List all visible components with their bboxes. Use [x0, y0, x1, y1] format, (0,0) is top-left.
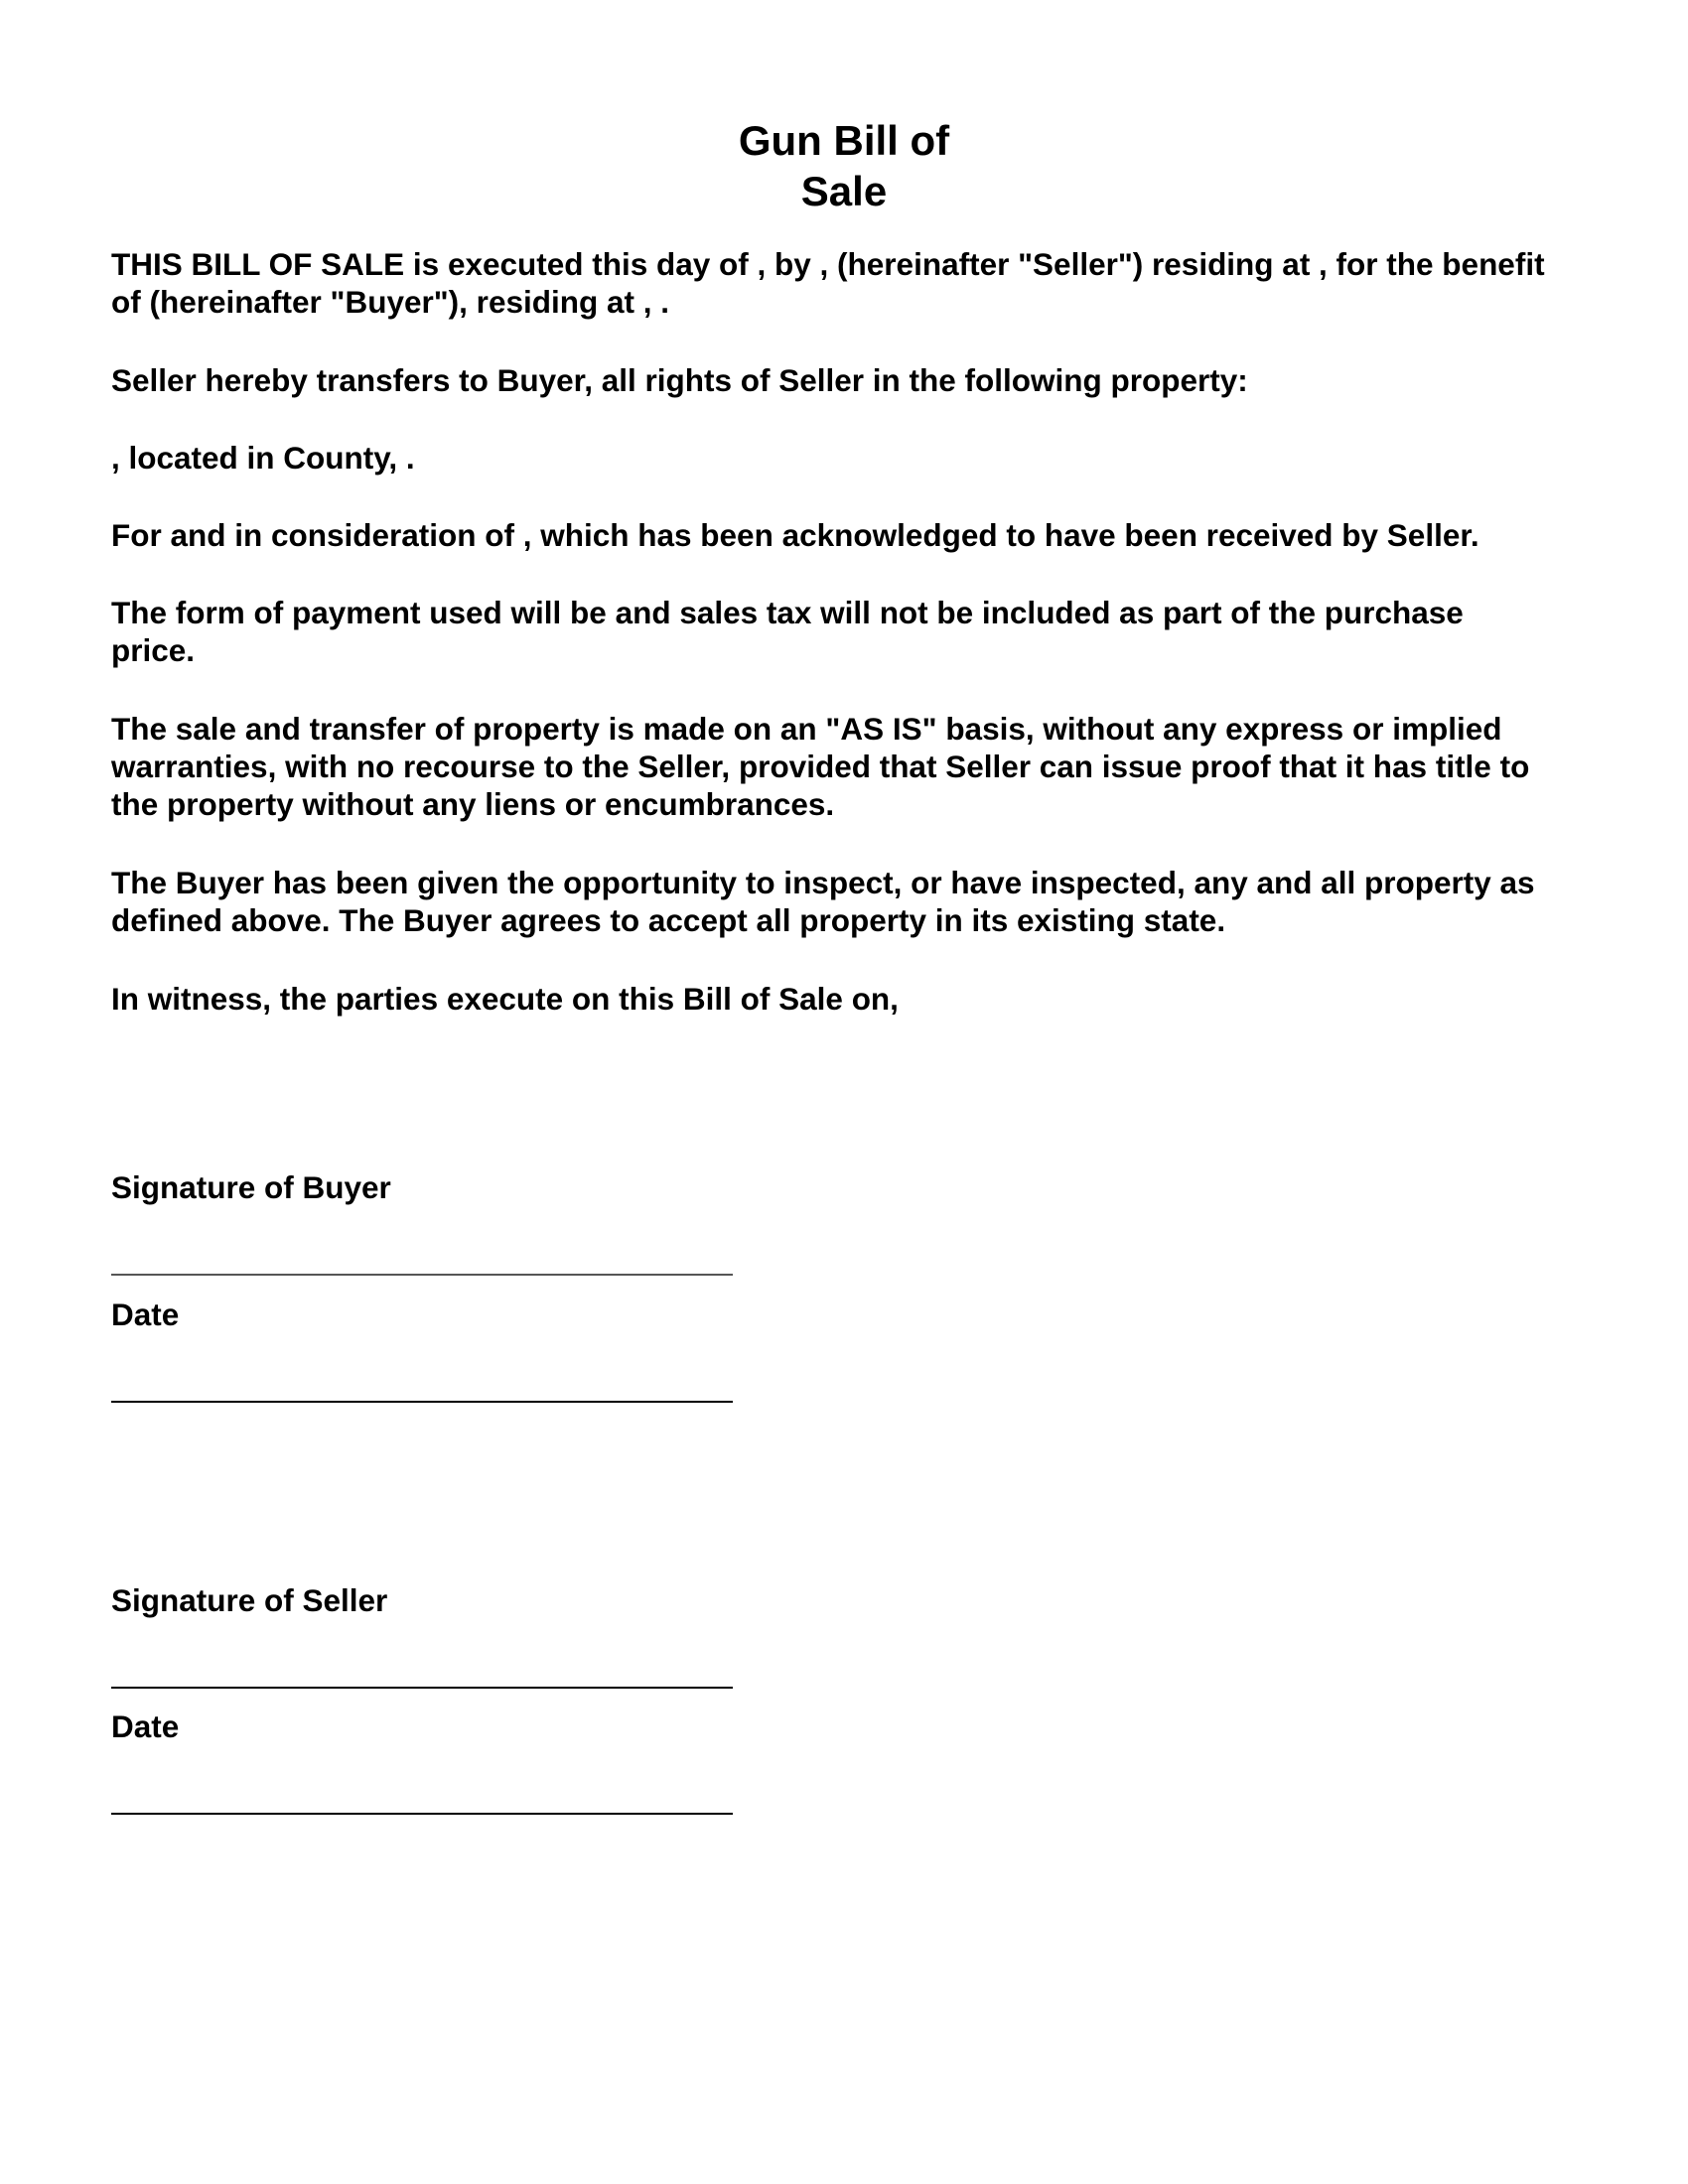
seller-date-line[interactable] — [111, 1813, 733, 1815]
paragraph-transfer: Seller hereby transfers to Buyer, all rights of Seller in the following property: — [111, 362, 1248, 398]
document-title — [0, 115, 1688, 216]
seller-signature-line[interactable] — [111, 1687, 733, 1689]
buyer-date-line[interactable] — [111, 1401, 733, 1403]
seller-date-label: Date — [111, 1708, 180, 1744]
paragraph-witness: In witness, the parties execute on this Bill of Sale on, — [111, 981, 899, 1017]
buyer-date-label: Date — [111, 1297, 180, 1332]
seller-signature-label: Signature of Seller — [111, 1582, 388, 1618]
title-line-1: Gun Bill of — [738, 117, 950, 164]
buyer-signature-line[interactable] — [111, 1274, 733, 1276]
paragraph-payment: The form of payment used will be and sales tax will not be included as part of the purchase price. — [111, 595, 1464, 668]
paragraph-location: , located in County, . — [111, 440, 415, 476]
buyer-signature-label: Signature of Buyer — [111, 1169, 391, 1205]
paragraph-inspection: The Buyer has been given the opportunity to inspect, or have inspected, any and all property as defined above. The Buyer agrees to accept all property in its existing state. — [111, 865, 1535, 938]
paragraph-consideration: For and in consideration of , which has been acknowledged to have been received by Seller. — [111, 517, 1479, 553]
title-line-2: Sale — [800, 168, 888, 214]
paragraph-as-is: The sale and transfer of property is made on an "AS IS" basis, without any express or implied warranties, with no recourse to the Seller, provided that Seller can issue proof that it has title to the property without any liens or encumbrances. — [111, 711, 1530, 822]
paragraph-execution: THIS BILL OF SALE is executed this day of , by , (hereinafter "Seller") residing at , for the benefit of (hereinafter "Buyer"), residing at , . — [111, 246, 1545, 320]
